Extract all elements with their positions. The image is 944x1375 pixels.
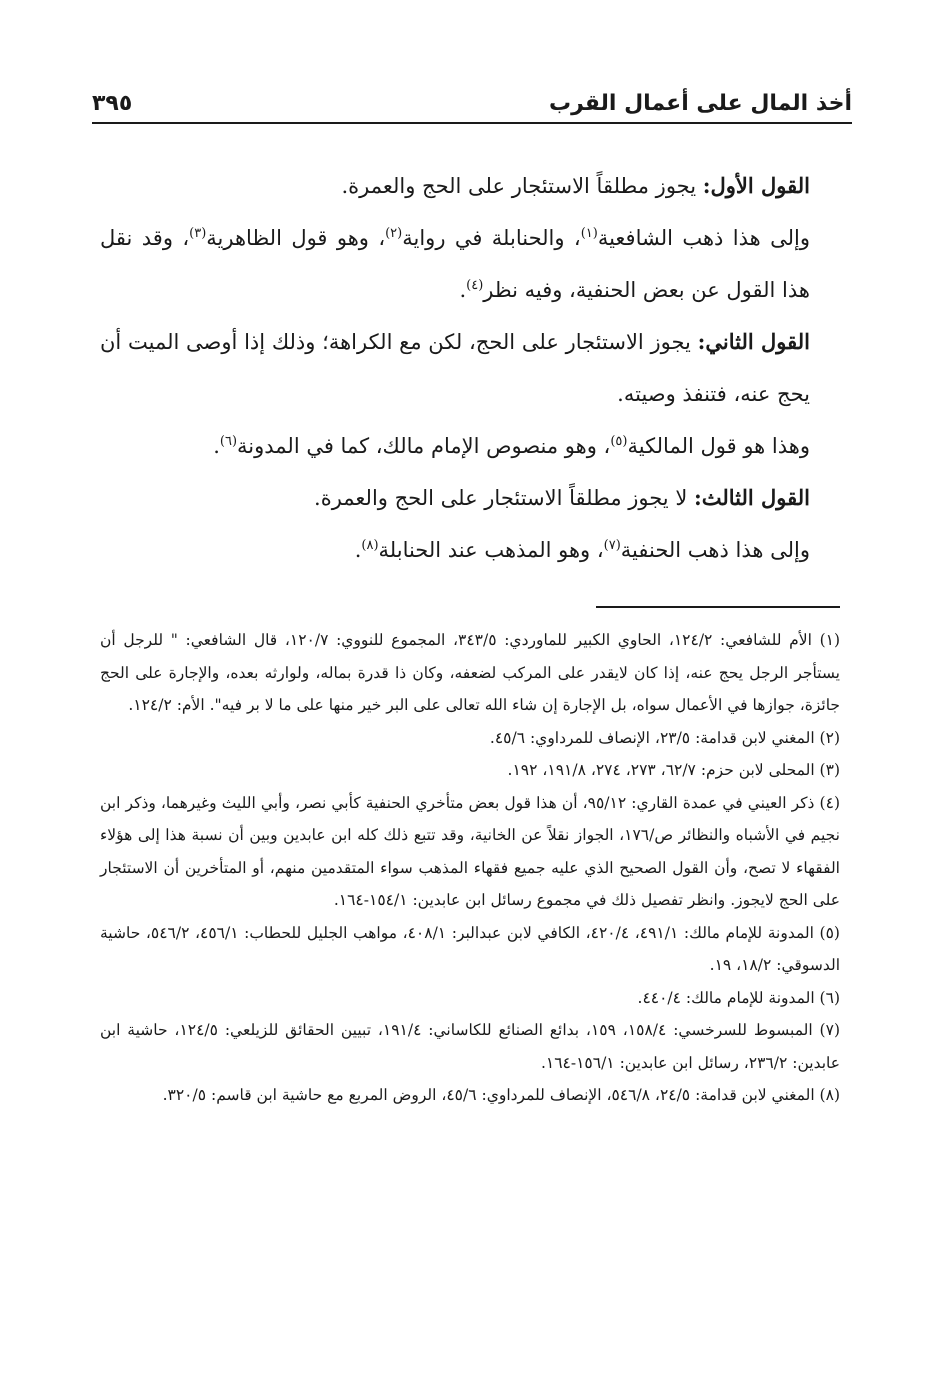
text-segment: وهذا هو قول المالكية — [627, 434, 810, 458]
footnote-ref-7[interactable]: (٧) — [603, 538, 621, 553]
paragraph-third-opinion-supporters — [100, 524, 840, 576]
text-segment: ، وقد نقل هذا القول عن بعض الحنفية، وفيه نظر — [100, 226, 810, 302]
text-segment: وإلى هذا ذهب الحنفية — [620, 538, 810, 562]
footnote-ref-6[interactable]: (٦) — [219, 434, 238, 449]
footnote-6: (٦) المدونة للإمام مالك: ٤٤٠/٤. — [637, 988, 840, 1007]
text-segment: ، والحنابلة في رواية — [402, 226, 581, 250]
paragraph-second-opinion-supporters — [100, 420, 840, 472]
footnotes — [100, 624, 840, 1112]
running-header — [92, 82, 852, 124]
footnote-4: (٤) ذكر العيني في عمدة القاري: ٩٥/١٢، أن هذا قول بعض متأخري الحنفية كأبي نصر، وأبي الليث وغيرهما، وذكر ابن نجيم في الأشباه والنظائر ص/١٧٦، الجواز نقلاً عن الخانية، وقد تتبع ذلك كله ابن عابدين وبين أن نسبة هذا إلى هؤلاء الفقهاء لا تصح، وأن القول الصحيح الذي عليه جميع فقهاء المذهب سواء المتقدمين منهم، أو المتأخرين أن الاستئجار على الحج لايجوز. وانظر تفصيل ذلك في مجموع رسائل ابن عابدين: ١٥٤/١-١٦٤. — [100, 793, 840, 909]
paragraph-third-opinion — [100, 472, 840, 524]
paragraph-second-opinion — [100, 316, 840, 420]
footnote-3: (٣) المحلى لابن حزم: ٦٢/٧، ٢٧٣، ٢٧٤، ١٩١/٨، ١٩٢. — [507, 761, 840, 779]
text-segment: ، وهو قول الظاهرية — [206, 226, 386, 250]
text-segment: ، وهو منصوص الإمام مالك، كما في المدونة — [237, 434, 611, 458]
footnote-separator — [596, 606, 840, 608]
footnote-ref-1[interactable]: (١) — [580, 226, 598, 241]
main-text — [100, 160, 840, 576]
text-segment: . — [213, 434, 220, 458]
paragraph-first-opinion — [100, 160, 840, 212]
text-segment: ، وهو المذهب عند الحنابلة — [378, 538, 604, 562]
page-number: ٣٩٥ — [92, 91, 133, 116]
footnote-8: (٨) المغني لابن قدامة: ٢٤/٥، ٥٤٦/٨، الإنصاف للمرداوي: ٤٥/٦، الروض المربع مع حاشية ابن قاسم: ٣٢٠/٥. — [162, 1086, 840, 1104]
first-opinion-label: القول الأول: — [702, 173, 810, 198]
text-segment: . — [354, 538, 362, 562]
second-opinion-label: القول الثاني: — [697, 329, 811, 354]
footnote-ref-2[interactable]: (٢) — [385, 226, 403, 241]
footnote-5: (٥) المدونة للإمام مالك: ٤٩١/١، ٤٢٠/٤، الكافي لابن عبدالبر: ٤٠٨/١، مواهب الجليل للحطاب: ٤٥٦/١، ٥٤٦/٢، حاشية الدسوقي: ١٨/٢، ١٩. — [100, 923, 840, 974]
footnote-2: (٢) المغني لابن قدامة: ٢٣/٥، الإنصاف للمرداوي: ٤٥/٦. — [489, 728, 840, 747]
footnote-ref-8[interactable]: (٨) — [361, 538, 379, 553]
text-segment: . — [459, 278, 467, 302]
first-opinion-text: يجوز مطلقاً الاستئجار على الحج والعمرة. — [341, 174, 703, 198]
second-opinion-text: يجوز الاستئجار على الحج، لكن مع الكراهة؛ وذلك إذا أوصى الميت أن يحج عنه، فتنفذ وصيته. — [100, 330, 810, 406]
third-opinion-label: القول الثالث: — [693, 485, 810, 510]
paragraph-first-opinion-supporters — [100, 212, 840, 316]
footnote-ref-3[interactable]: (٣) — [189, 226, 207, 241]
running-title: أخذ المال على أعمال القرب — [548, 91, 852, 116]
footnote-1: (١) الأم للشافعي: ١٢٤/٢، الحاوي الكبير للماوردي: ٣٤٣/٥، المجموع للنووي: ١٢٠/٧، قال الشافعي: " للرجل أن يستأجر الرجل يحج عنه، إذا كان لايقدر على المركب لضعفه، وكان ذا قدرة بماله، ولوارثه بعده، والإجارة على الحج جائزة، جوازها في الأعمال سواه، بل الإجارة إن شاء الله تعالى على البر خير منها على ما لا بر فيه". الأم: ١٢٤/٢. — [100, 631, 841, 714]
text-segment: وإلى هذا ذهب الشافعية — [597, 226, 811, 250]
third-opinion-text: لا يجوز مطلقاً الاستئجار على الحج والعمرة. — [314, 486, 694, 510]
footnote-7: (٧) المبسوط للسرخسي: ١٥٨/٤، ١٥٩، بدائع الصنائع للكاساني: ١٩١/٤، تبيين الحقائق للزيلعي: ١٢٤/٥، حاشية ابن عابدين: ٢٣٦/٢، رسائل ابن عابدين: ١٥٦/١-١٦٤. — [100, 1021, 840, 1072]
footnote-ref-4[interactable]: (٤) — [466, 278, 484, 293]
footnote-ref-5[interactable]: (٥) — [610, 434, 628, 449]
